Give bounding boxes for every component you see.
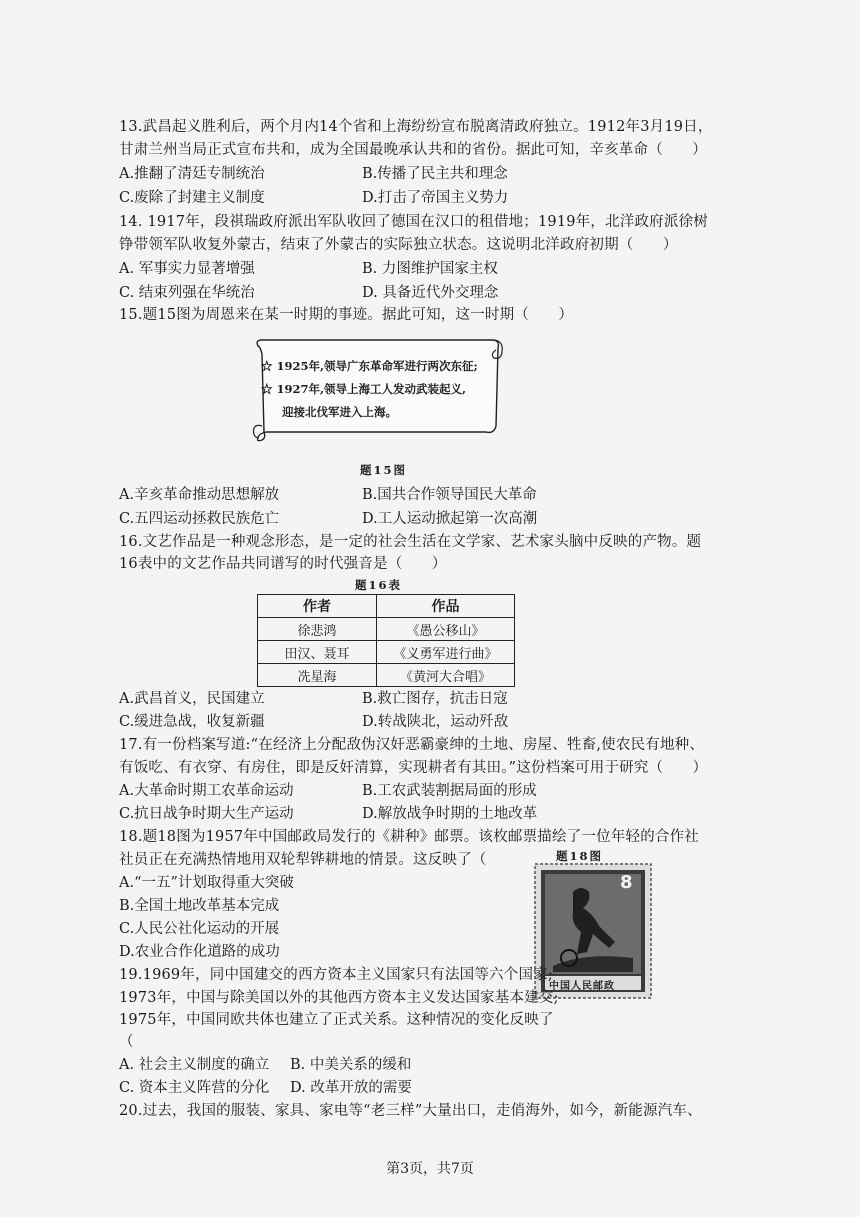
q18-line2: 社员正在充满热情地用双轮犁铧耕地的情景。这反映了（: [119, 852, 487, 868]
q17-option-b: B.工农武装割据局面的形成: [362, 783, 537, 799]
q14-option-d: D. 具备近代外交理念: [362, 285, 499, 301]
q15-scroll-line2: ☆ 1927年,领导上海工人发动武装起义,: [261, 382, 467, 396]
q17-option-c: C.抗日战争时期大生产运动: [119, 806, 294, 822]
q18-line1: 18.题18图为1957年中国邮政局发行的《耕种》邮票。该枚邮票描绘了一位年轻的合作社: [119, 829, 700, 845]
q18-option-c: C.人民公社化运动的开展: [119, 921, 280, 937]
q15-scroll-line1: ☆ 1925年,领导广东革命军进行两次东征;: [261, 359, 478, 373]
q13-option-b: B.传播了民主共和理念: [362, 166, 508, 182]
q19-line3: 1975年，中国同欧共体也建立了正式关系。这种情况的变化反映了: [119, 1012, 554, 1028]
q16-line2: 16表中的文艺作品共同谱写的时代强音是（ ）: [119, 556, 447, 572]
q18-option-a: A.“一五”计划取得重大突破: [119, 875, 294, 891]
table-cell-work: 《愚公移山》: [377, 618, 515, 641]
q14-line2: 铮带领军队收复外蒙古，结束了外蒙古的实际独立状态。这说明北洋政府初期（ ）: [119, 237, 678, 253]
q20-line1: 20.过去，我国的服装、家具、家电等“老三样”大量出口，走俏海外，如今，新能源汽车、: [119, 1103, 702, 1119]
q19-option-b: B. 中美关系的缓和: [290, 1057, 412, 1073]
q13-line2: 甘肃兰州当局正式宣布共和，成为全国最晚承认共和的省份。据此可知，辛亥革命（ ）: [119, 142, 707, 158]
table-header-work: 作品: [377, 595, 515, 618]
q16-option-a: A.武昌首义，民国建立: [119, 691, 265, 707]
q13-line1: 13.武昌起义胜利后，两个月内14个省和上海纷纷宣布脱离清政府独立。1912年3月19日，: [119, 119, 713, 135]
stamp-denomination: 8: [620, 872, 633, 893]
q15-caption: 题15图: [360, 463, 408, 477]
q13-option-d: D.打击了帝国主义势力: [362, 190, 509, 206]
q15-scroll-line3: 迎接北伐军进入上海。: [282, 405, 397, 419]
q16-option-b: B.救亡图存，抗击日寇: [362, 691, 508, 707]
q19-line2: 1973年，中国与除美国以外的其他西方资本主义发达国家基本建交;: [119, 990, 559, 1006]
table-cell-author: 冼星海: [258, 664, 377, 687]
table-header-row: [258, 595, 515, 618]
q14-option-a: A. 军事实力显著增强: [119, 261, 255, 277]
q17-option-d: D.解放战争时期的土地改革: [362, 806, 538, 822]
q14-option-c: C. 结束列强在华统治: [119, 285, 255, 301]
stamp-issuer-text: 中国人民邮政: [549, 981, 615, 992]
page-number-footer: 第3页，共7页: [386, 1161, 474, 1177]
q13-option-a: A.推翻了清廷专制统治: [119, 166, 265, 182]
table-cell-author: 田汉、聂耳: [258, 641, 377, 664]
q15-option-a: A.辛亥革命推动思想解放: [119, 487, 280, 503]
table-header-author: 作者: [258, 595, 377, 618]
q15-line1: 15.题15图为周恩来在某一时期的事迹。据此可知，这一时期（ ）: [119, 307, 574, 323]
q17-line1: 17.有一份档案写道:“在经济上分配敌伪汉奸恶霸豪绅的土地、房屋、牲畜,使农民有地种、: [119, 737, 705, 753]
q15-option-c: C.五四运动拯救民族危亡: [119, 511, 280, 527]
q16-line1: 16.文艺作品是一种观念形态，是一定的社会生活在文学家、艺术家头脑中反映的产物。题: [119, 534, 702, 550]
table-row: [258, 618, 515, 641]
q16-option-d: D.转战陕北，运动歼敌: [362, 714, 509, 730]
q13-option-c: C.废除了封建主义制度: [119, 190, 265, 206]
q14-line1: 14. 1917年，段祺瑞政府派出军队收回了德国在汉口的租借地；1919年，北洋政府派徐树: [119, 214, 708, 230]
q15-option-b: B.国共合作领导国民大革命: [362, 487, 537, 503]
q17-line2: 有饭吃、有衣穿、有房住，即是反奸清算，实现耕者有其田。”这份档案可用于研究（ ）: [119, 760, 708, 776]
q19-line1: 19.1969年，同中国建交的西方资本主义国家只有法国等六个国家;: [119, 967, 553, 983]
table-cell-work: 《黄河大合唱》: [377, 664, 515, 687]
q15-option-d: D.工人运动掀起第一次高潮: [362, 511, 538, 527]
q17-option-a: A.大革命时期工农革命运动: [119, 783, 294, 799]
q16-works-table: [257, 594, 515, 687]
table-cell-author: 徐悲鸿: [258, 618, 377, 641]
table-row: [258, 664, 515, 687]
q19-option-c: C. 资本主义阵营的分化: [119, 1080, 270, 1096]
q18-option-b: B.全国土地改革基本完成: [119, 898, 280, 914]
table-cell-work: 《义勇军进行曲》: [377, 641, 515, 664]
q18-option-d: D.农业合作化道路的成功: [119, 944, 280, 960]
table-row: [258, 641, 515, 664]
q19-option-d: D. 改革开放的需要: [290, 1080, 412, 1096]
q16-caption: 题16表: [355, 578, 403, 592]
q18-caption: 题18图: [556, 849, 604, 863]
q19-line4: （: [119, 1034, 134, 1050]
q14-option-b: B. 力图维护国家主权: [362, 261, 498, 277]
q19-option-a: A. 社会主义制度的确立: [119, 1057, 270, 1073]
q16-option-c: C.缓进急战，收复新疆: [119, 714, 265, 730]
